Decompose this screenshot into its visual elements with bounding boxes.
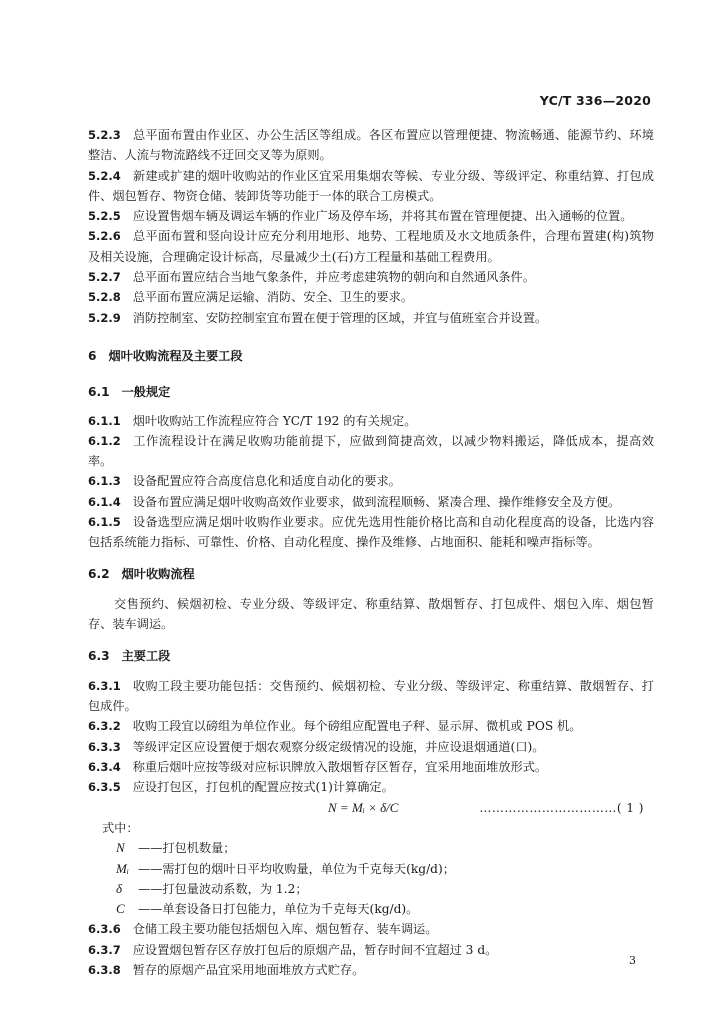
clause-text: 设备选型应满足烟叶收购作业要求。应优先选用性能价格比高和自动化程度高的设备，比选内容包括系统能力指标、可靠性、价格、自动化程度、操作及维修、占地面积、能耗和噪声指标等。 [88,515,654,550]
clause-number: 6.1.3 [88,474,121,489]
clause-6-3-4 [88,757,654,777]
clause-6-1-2 [88,431,654,472]
clause-text: 新建或扩建的烟叶收购站的作业区宜采用集烟农等候、专业分级、等级评定、称重结算、打包成件、烟包暂存、物资仓储、装卸货等功能于一体的联合工房模式。 [88,168,654,203]
clause-6-1-5 [88,512,654,553]
section-6-3-heading [88,646,654,666]
where-list [88,838,654,919]
chapter-number: 6 [88,348,97,363]
clause-text: 应设打包区，打包机的配置应按式(1)计算确定。 [132,780,394,795]
where-item [88,879,654,899]
formula-label: ( 1 ) [616,800,644,815]
clause-number: 5.2.8 [88,290,121,305]
clause-number: 5.2.6 [88,229,121,244]
clause-text: 称重后烟叶应按等级对应标识牌放入散烟暂存区暂存，宜采用地面堆放形式。 [132,760,548,775]
clause-text: 设备布置应满足烟叶收购高效作业要求，做到流程顺畅、紧凑合理、操作维修安全及方便。 [132,494,621,509]
clause-5-2-8 [88,287,654,307]
clause-5-2-9 [88,308,654,328]
clause-number: 6.3.7 [88,942,121,957]
clause-5-2-3 [88,125,654,166]
clause-number: 6.3.1 [88,678,121,693]
clause-number: 6.3.6 [88,922,121,937]
clause-text: 等级评定区应设置便于烟农观察分级定级情况的设施，并应设退烟通道(口)。 [132,739,545,754]
clause-text: 总平面布置应满足运输、消防、安全、卫生的要求。 [132,290,414,305]
clause-text: 暂存的原烟产品宜采用地面堆放方式贮存。 [132,962,365,977]
where-description: ——打包机数量； [138,841,236,856]
where-symbol: Mᵢ [116,860,129,876]
clause-text: 仓储工段主要功能包括烟包入库、烟包暂存、装车调运。 [132,922,438,937]
clause-text: 消防控制室、安防控制室宜布置在便于管理的区域，并宜与值班室合并设置。 [132,310,548,325]
clause-6-1-3 [88,471,654,491]
clause-number: 6.1.2 [88,433,121,448]
chapter-6-heading [88,346,654,366]
clause-number: 5.2.3 [88,128,121,142]
formula-dots: …………………………… [479,800,617,815]
where-item [88,838,654,858]
clause-5-2-4 [88,166,654,207]
clause-5-2-6 [88,226,654,267]
clause-6-1-4 [88,492,654,512]
clause-text: 总平面布置应结合当地气象条件，并应考虑建筑物的朝向和自然通风条件。 [132,270,535,285]
clause-number: 6.3.2 [88,719,121,734]
where-symbol: N [116,840,125,856]
formula-1 [88,798,654,818]
clause-list-5-2 [88,125,654,328]
section-6-2-heading [88,564,654,584]
clause-text: 烟叶收购站工作流程应符合 YC/T 192 的有关规定。 [132,413,417,428]
standard-code: YC/T 336—2020 [539,93,651,108]
chapter-title: 烟叶收购流程及主要工段 [108,348,243,363]
where-description: ——单套设备日打包能力，单位为千克每天(kg/d)。 [138,902,419,917]
clause-number: 6.3.4 [88,760,121,775]
clause-text: 应设置售烟车辆及调运车辆的作业广场及停车场，并将其布置在管理便捷、出入通畅的位置。 [132,209,633,224]
section-number: 6.2 [88,566,110,581]
clause-text: 收购工段主要功能包括：交售预约、候烟初检、专业分级、等级评定、称重结算、散烟暂存、打包成件。 [88,678,654,714]
section-title: 烟叶收购流程 [121,566,195,581]
clause-list-6-3-b [88,919,654,980]
clause-text: 总平面布置和竖向设计应充分利用地形、地势、工程地质及水文地质条件，合理布置建(构)筑物及相关设施，合理确定设计标高，尽量减少土(石)方工程量和基础工程费用。 [88,229,654,264]
clause-number: 6.3.5 [88,780,121,795]
formula-leader [479,798,644,818]
clause-text: 收购工段宜以磅组为单位作业。每个磅组应配置电子秤、显示屏、微机或 POS 机。 [132,719,582,734]
clause-number: 6.3.3 [88,739,121,754]
clause-number: 5.2.4 [88,168,121,183]
clause-6-3-3 [88,737,654,757]
clause-6-3-8 [88,960,654,980]
clause-5-2-7 [88,267,654,287]
clause-number: 5.2.5 [88,209,121,224]
section-6-2-paragraph: 交售预约、候烟初检、专业分级、等级评定、称重结算、散烟暂存、打包成件、烟包入库、烟包暂存、装车调运。 [88,596,654,632]
clause-6-3-2 [88,716,654,736]
where-description: ——打包量波动系数，为 1.2； [138,881,308,896]
clause-6-3-5 [88,777,654,797]
where-item [88,899,654,919]
clause-text: 总平面布置由作业区、办公生活区等组成。各区布置应以管理便捷、物流畅通、能源节约、环境整洁、人流与物流路线不迂回交叉等为原则。 [88,128,654,163]
section-number: 6.3 [88,648,110,663]
clause-number: 6.1.4 [88,494,121,509]
formula-expression: N = Mᵢ × δ/C [328,799,399,815]
clause-text: 工作流程设计在满足收购功能前提下，应做到简捷高效，以减少物料搬运，降低成本，提高效率。 [88,433,654,469]
where-title: 式中： [102,820,139,835]
where-symbol: δ [116,880,123,896]
page-number: 3 [629,954,636,967]
clause-6-1-1 [88,411,654,431]
clause-text: 设备配置应符合高度信息化和适度自动化的要求。 [132,474,401,489]
clause-number: 6.1.1 [88,413,121,428]
section-number: 6.1 [88,385,110,400]
clause-6-3-6 [88,919,654,939]
clause-number: 5.2.7 [88,270,121,285]
clause-6-3-1 [88,676,654,717]
document-body [88,125,654,980]
where-description: ——需打包的烟叶日平均收购量，单位为千克每天(kg/d)； [138,861,455,876]
clause-list-6-3-a [88,676,654,798]
section-6-1-heading [88,382,654,402]
section-title: 主要工段 [121,648,171,663]
clause-list-6-1 [88,411,654,553]
clause-number: 5.2.9 [88,310,121,325]
clause-6-3-7 [88,940,654,960]
clause-number: 6.1.5 [88,515,121,530]
section-title: 一般规定 [121,385,171,400]
where-symbol: C [116,901,125,917]
clause-text: 应设置烟包暂存区存放打包后的原烟产品，暂存时间不宜超过 3 d。 [132,942,498,957]
where-item [88,859,654,879]
clause-5-2-5 [88,206,654,226]
clause-number: 6.3.8 [88,962,121,977]
